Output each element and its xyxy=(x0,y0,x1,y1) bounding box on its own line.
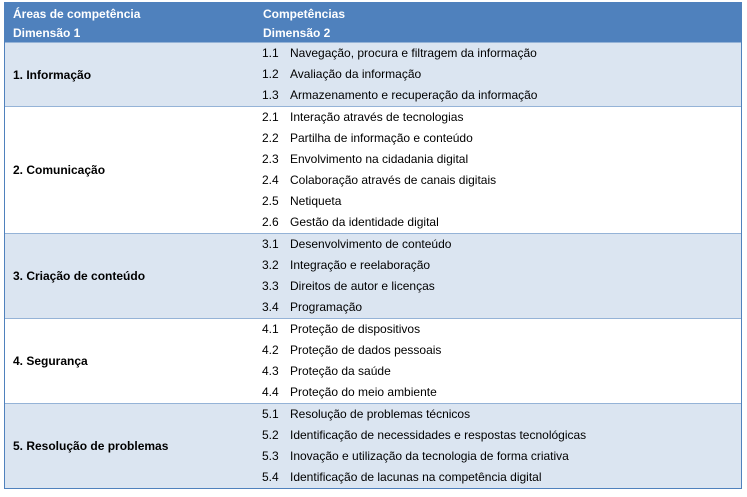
competence-number: 3.3 xyxy=(262,279,279,293)
competence-table xyxy=(4,2,742,489)
competence-number: 2.3 xyxy=(262,152,279,166)
competence-row xyxy=(5,446,741,467)
competence-row xyxy=(5,361,741,382)
competence-text: Desenvolvimento de conteúdo xyxy=(290,237,452,251)
competence-row xyxy=(5,425,741,446)
competence-row xyxy=(5,64,741,85)
competence-text: Proteção do meio ambiente xyxy=(290,385,437,399)
competence-number: 1.2 xyxy=(262,67,279,81)
competence-row xyxy=(5,149,741,170)
competence-text: Direitos de autor e licenças xyxy=(290,279,435,293)
competence-number: 2.4 xyxy=(262,173,279,187)
col1-subtitle: Dimensão 1 xyxy=(13,26,81,40)
competence-number: 2.6 xyxy=(262,215,279,229)
area-label: 4. Segurança xyxy=(13,354,88,368)
competence-text: Identificação de lacunas na competência digital xyxy=(290,470,542,484)
competence-row xyxy=(5,404,741,425)
area-group xyxy=(5,106,741,233)
competence-number: 2.1 xyxy=(262,110,279,124)
competence-text: Colaboração através de canais digitais xyxy=(290,173,497,187)
col1-title: Áreas de competência xyxy=(13,7,141,21)
competence-text: Proteção de dados pessoais xyxy=(290,343,442,357)
area-group xyxy=(5,318,741,403)
competence-text: Resolução de problemas técnicos xyxy=(290,407,471,421)
competence-number: 1.3 xyxy=(262,88,279,102)
competence-text: Avaliação da informação xyxy=(290,67,422,81)
competence-text: Navegação, procura e filtragem da informação xyxy=(290,46,537,60)
area-label: 1. Informação xyxy=(13,67,92,82)
competence-row xyxy=(5,191,741,212)
table-body xyxy=(5,42,741,488)
competence-number: 4.2 xyxy=(262,343,279,357)
competence-row xyxy=(5,43,741,64)
competence-row xyxy=(5,212,741,233)
competence-text: Armazenamento e recuperação da informação xyxy=(290,88,538,102)
competence-row xyxy=(5,340,741,361)
competence-row xyxy=(5,297,741,318)
competence-text: Netiqueta xyxy=(290,194,342,208)
competence-row xyxy=(5,467,741,488)
competence-row xyxy=(5,276,741,297)
area-label: 3. Criação de conteúdo xyxy=(13,269,146,283)
area-group xyxy=(5,42,741,106)
competence-text: Identificação de necessidades e respostas tecnológicas xyxy=(290,428,587,442)
competence-row xyxy=(5,107,741,128)
col2-title: Competências xyxy=(263,7,346,21)
competence-number: 5.2 xyxy=(262,428,279,442)
competence-number: 5.4 xyxy=(262,470,279,484)
area-group xyxy=(5,233,741,318)
competence-number: 4.3 xyxy=(262,364,279,378)
competence-row xyxy=(5,255,741,276)
col2-subtitle: Dimensão 2 xyxy=(263,26,331,40)
competence-number: 3.2 xyxy=(262,258,279,272)
competence-text: Proteção de dispositivos xyxy=(290,322,421,336)
competence-text: Integração e reelaboração xyxy=(290,258,431,272)
area-label: 2. Comunicação xyxy=(13,163,106,177)
competence-row xyxy=(5,319,741,340)
competence-row xyxy=(5,128,741,149)
competence-number: 5.3 xyxy=(262,449,279,463)
area-label: 5. Resolução de problemas xyxy=(13,439,169,453)
competence-text: Proteção da saúde xyxy=(290,364,391,378)
competence-row xyxy=(5,85,741,106)
competence-number: 2.2 xyxy=(262,131,279,145)
competence-text: Gestão da identidade digital xyxy=(290,215,439,229)
competence-number: 3.4 xyxy=(262,300,279,314)
competence-text: Programação xyxy=(290,300,363,314)
competence-number: 4.1 xyxy=(262,322,279,336)
competence-number: 3.1 xyxy=(262,237,279,251)
competence-number: 2.5 xyxy=(262,194,279,208)
competence-text: Inovação e utilização da tecnologia de forma criativa xyxy=(290,449,569,463)
table-header xyxy=(5,3,741,42)
competence-number: 1.1 xyxy=(262,46,279,60)
area-group xyxy=(5,403,741,488)
competence-text: Interação através de tecnologias xyxy=(290,110,464,124)
competence-text: Partilha de informação e conteúdo xyxy=(290,131,473,145)
competence-text: Envolvimento na cidadania digital xyxy=(290,152,469,166)
competence-row xyxy=(5,382,741,403)
competence-number: 5.1 xyxy=(262,407,279,421)
competence-row xyxy=(5,170,741,191)
competence-row xyxy=(5,234,741,255)
competence-number: 4.4 xyxy=(262,385,279,399)
